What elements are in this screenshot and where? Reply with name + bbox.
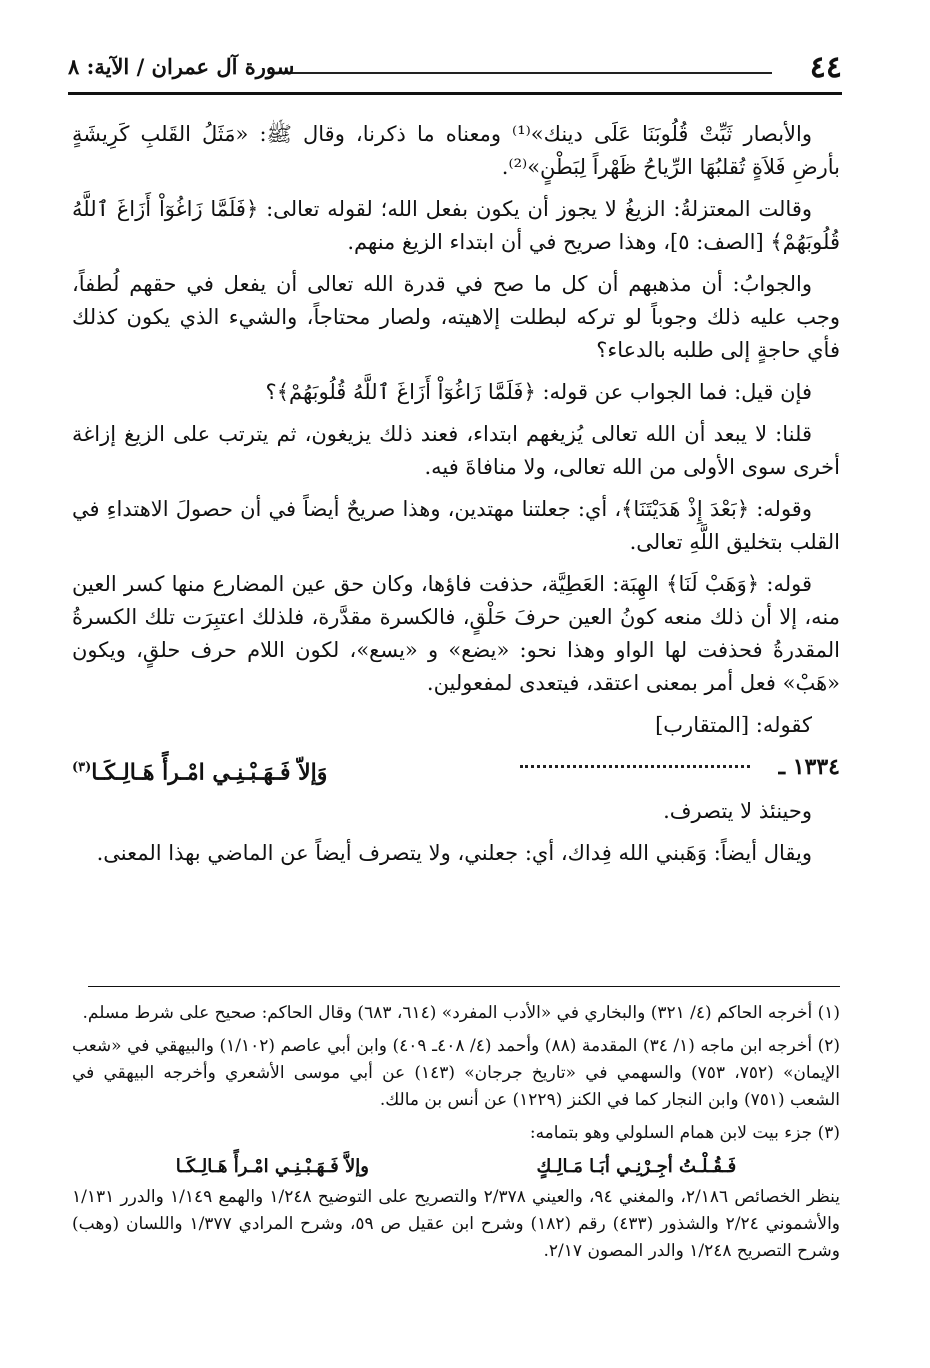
footnote-verse [92, 1153, 820, 1180]
page-number: ٤٤ [809, 50, 842, 85]
page-header [68, 50, 842, 90]
footnote-ref: (٣) [72, 760, 92, 775]
footnote-rule [88, 986, 840, 987]
footnotes [72, 1000, 840, 1271]
paragraph: وحينئذ لا يتصرف. [663, 799, 812, 823]
main-text [72, 118, 840, 879]
paragraph: كقوله: [المتقارب] [655, 713, 812, 737]
verse-number: ١٣٣٤ ـ [778, 754, 840, 780]
poetry-verse [72, 751, 840, 791]
footnote-references: ينظر الخصائص ٢/١٨٦، والمغني ٩٤، والعيني ٢/٣٧٨ والتصريح على التوضيح ١/٢٤٨ والهمع ١/١٤٩ والدرر ١/١٣١ والأشموني ٢/٢٤ والشذور (٤٣٣) رقم (١٨٢) وشرح ابن عقيل ص ٥٩، وشرح المرادي ١/٣٧٧ واللسان (وهب) وشرح التصريح ١/٢٤٨ والدر المصون ٢/١٧. [72, 1187, 841, 1261]
paragraph: وقوله: ﴿بَعْدَ إِذْ هَدَيْتَنَا﴾، أي: جعلتنا مهتدين، وهذا صريحٌ أيضاً في أن حصولَ الاهتداءِ في القلب بتخليق اللَّهِ تعالى. [72, 497, 840, 554]
verse-dots [520, 765, 750, 768]
paragraph: قلنا: لا يبعد أن الله تعالى يُزيغهم ابتداء، فعند ذلك يزيغون، ثم يترتب على الزيغ إزاغة أخرى سوى الأولى من الله تعالى، ولا منافاةَ فيه. [72, 422, 840, 479]
paragraph: ويقال أيضاً: وَهَبني الله فِداك، أي: جعلني، ولا يتصرف أيضاً عن الماضي بهذا المعنى. [96, 841, 812, 865]
footnote: (٢) أخرجه ابن ماجه (١/ ٣٤) المقدمة (٨٨) وأحمد (٤/ ٤٠٨ـ ٤٠٩) وابن أبي عاصم (١/١٠٢) والبيهقي في «شعب الإيمان» (٧٥٢، ٧٥٣) والسهمي في «تاريخ جرجان» (١٤٣) عن أبي موسى الأشعري وأخرجه البيهقي في الشعب (٧٥١) وابن النجار كما في الكنز (١٢٢٩) عن أنس بن مالك. [72, 1036, 841, 1110]
surah-title: سورة آل عمران / الآية: ٨ [68, 54, 295, 79]
paragraph: والأبصار ثَبِّتْ قُلُوبَنَا عَلَى دينك»⁽¹⁾ ومعناه ما ذكرنا، وقال ﷺ: «مَثَلُ القَلبِ كَرِيشَةٍ بأرضِ فَلاَةٍ تُقلبُهَا الرِّياحُ ظَهْراً لِبَطْنٍ»⁽²⁾. [72, 122, 840, 179]
footnote: (٣) جزء بيت لابن همام السلولي وهو بتمامه: [529, 1123, 840, 1143]
verse-hemistich-second: وإلاَّ فَـهَـبْـنِـي امْـرأً هَـالِـكَـا [175, 1156, 369, 1177]
paragraph: فإن قيل: فما الجواب عن قوله: ﴿فَلَمَّا زَاغُوٓاْ أَزَاغَ ٱللَّهُ قُلُوبَهُمْ﴾؟ [265, 380, 812, 404]
header-rule [68, 92, 842, 95]
verse-hemistich-first: فَـقُـلْـتُ أجِـرْنِـي أبَـا مَـالِـكٍ [536, 1156, 737, 1177]
paragraph: والجوابُ: أن مذهبهم أن كل ما صح في قدرة الله تعالى أن يفعل في حقهم لُطفاً، وجب عليه ذلك وجوباً لو تركه لبطلت إلاهيته، ولصار محتاجاً، والشيء الذي يكون كذلك فأي حاجةٍ إلى طلبه بالدعاء؟ [72, 272, 840, 362]
header-line [268, 72, 772, 74]
verse-line: وَإلاّ فَـهَـبْـنِـي امْـرأً هَـالِـكَـا [91, 759, 328, 786]
verse-text [72, 751, 327, 789]
paragraph: قوله: ﴿وَهَبْ لَنَا﴾ الهِبَة: العَطِيَّة، حذفت فاؤها، وكان حق عين المضارع منها كسر العين منه، إلا أن ذلك منعه كونُ العين حرفَ حَلْقٍ، فالكسرة مقدَّرة، فلذلك اعتبِرَت تلك الكسرةُ المقدرةُ فحذفت لها الواو وهذا نحو: «يضع» و «يسع»، لكون اللام حرف حلقٍ، ويكون «هَبْ» فعل أمر بمعنى اعتقد، فيتعدى لمفعولين. [72, 572, 840, 695]
paragraph: وقالت المعتزلةُ: الزيغُ لا يجوز أن يكون بفعل الله؛ لقوله تعالى: ﴿فَلَمَّا زَاغُوٓاْ أَزَاغَ ٱللَّهُ قُلُوبَهُمْ﴾ [الصف: ٥]، وهذا صريح في أن ابتداء الزيغ منهم. [72, 197, 840, 254]
footnote: (١) أخرجه الحاكم (٤/ ٣٢١) والبخاري في «الأدب المفرد» (٦١٤، ٦٨٣) وقال الحاكم: صحيح على شرط مسلم. [82, 1003, 840, 1023]
